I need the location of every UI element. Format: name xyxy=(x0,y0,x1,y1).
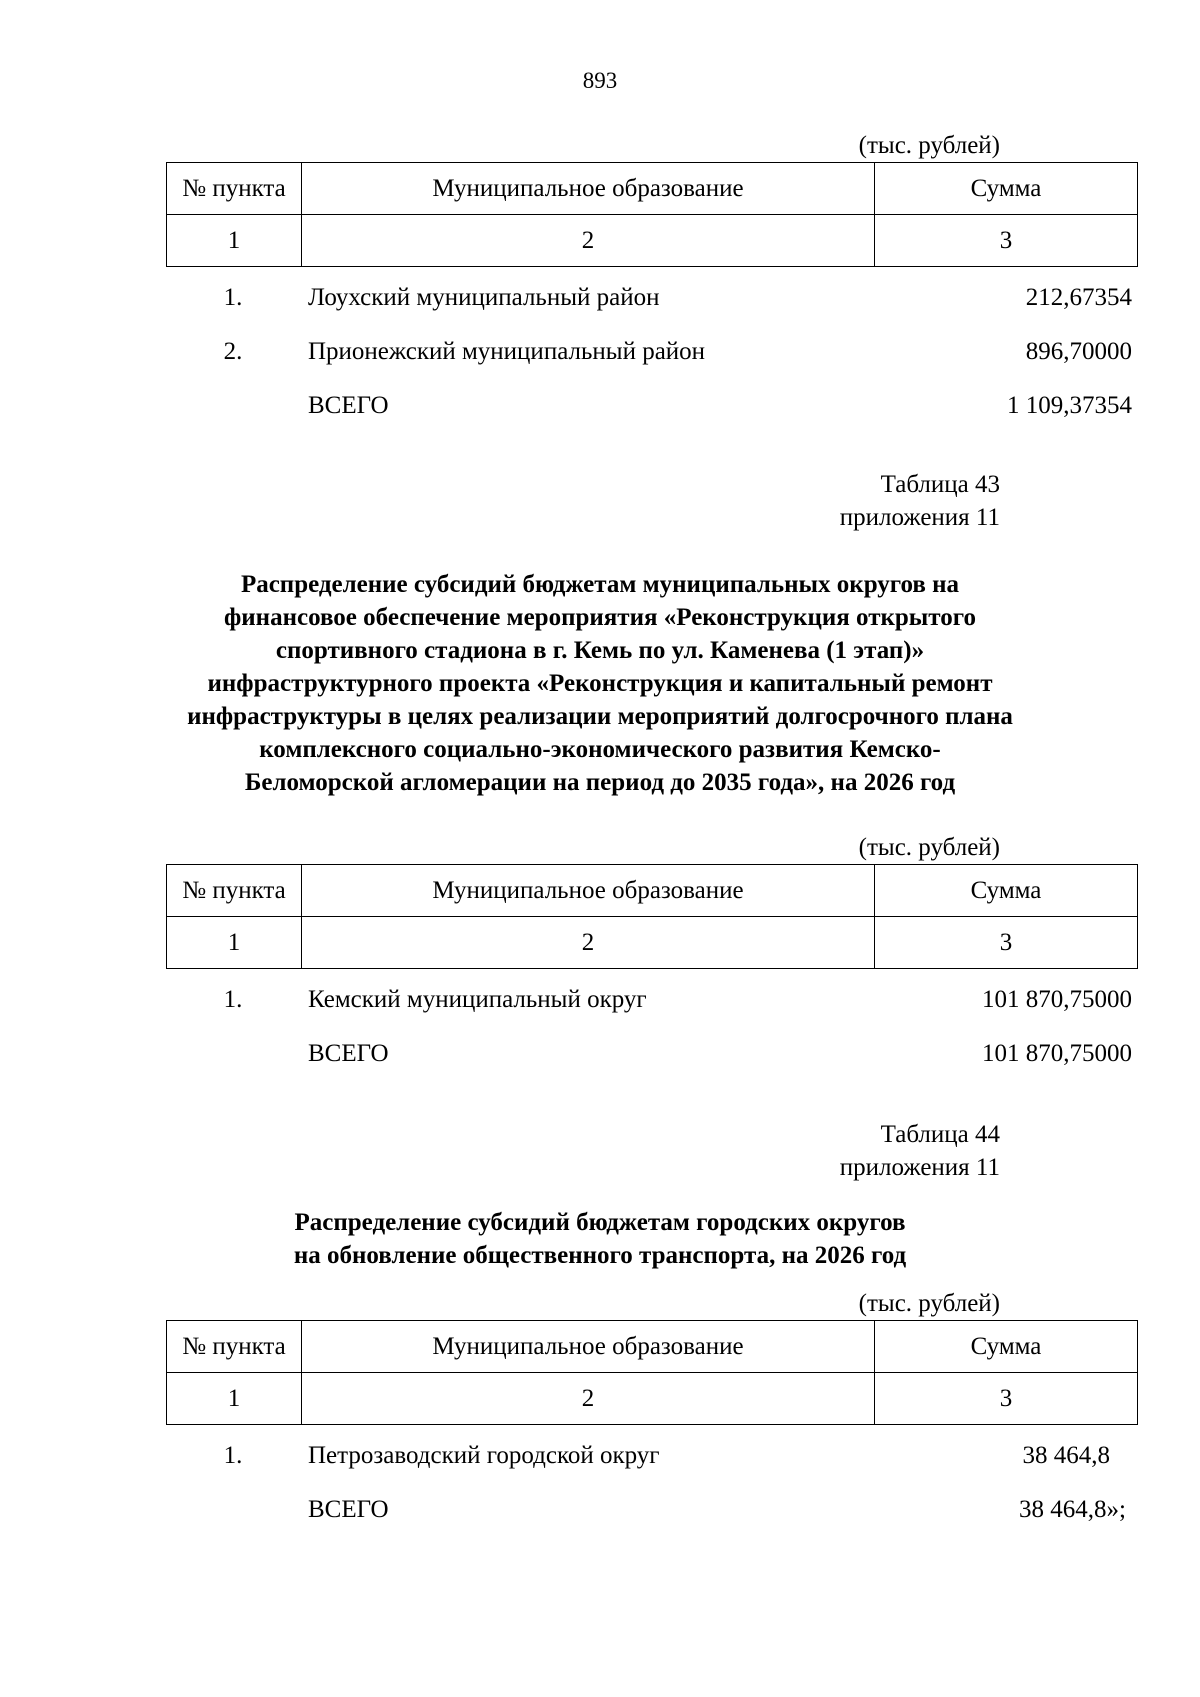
title-line: спортивного стадиона в г. Кемь по ул. Каменева (1 этап)» xyxy=(275,637,925,664)
header-index-1: 1 xyxy=(167,1373,302,1425)
header-num: № пункта xyxy=(167,1321,302,1373)
title-line: на обновление общественного транспорта, на 2026 год xyxy=(293,1242,907,1269)
total-label: ВСЕГО xyxy=(308,1496,389,1523)
unit-label: (тыс. рублей) xyxy=(858,834,1000,861)
header-index-2: 2 xyxy=(302,1373,875,1425)
row-sum: 101 870,75000 xyxy=(982,986,1132,1013)
table-row xyxy=(166,338,1132,378)
header-mo: Муниципальное образование xyxy=(302,865,875,917)
caption-line: Таблица 44 xyxy=(880,1121,1000,1148)
total-sum: 38 464,8»; xyxy=(1019,1496,1126,1523)
row-name: Кемский муниципальный округ xyxy=(308,986,647,1013)
row-name: Прионежский муниципальный район xyxy=(308,338,706,365)
row-name: Лоухский муниципальный район xyxy=(308,284,660,311)
unit-label: (тыс. рублей) xyxy=(858,132,1000,159)
header-index-2: 2 xyxy=(302,917,875,969)
table-title xyxy=(0,1206,1200,1272)
table-row xyxy=(166,986,1132,1026)
unit-label: (тыс. рублей) xyxy=(858,1290,1000,1317)
row-name: Петрозаводский городской округ xyxy=(308,1442,660,1469)
total-row xyxy=(166,1040,1132,1080)
table-caption xyxy=(840,468,1000,534)
title-line: Распределение субсидий бюджетам городских округов xyxy=(294,1209,906,1236)
header-index-1: 1 xyxy=(167,215,302,267)
table-row xyxy=(166,1442,1132,1482)
table-row xyxy=(166,284,1132,324)
total-row xyxy=(166,392,1132,432)
title-line: финансовое обеспечение мероприятия «Реконструкция открытого xyxy=(223,604,976,631)
caption-line: приложения 11 xyxy=(839,504,1000,531)
header-mo: Муниципальное образование xyxy=(302,163,875,215)
title-line: инфраструктуры в целях реализации мероприятий долгосрочного плана xyxy=(187,703,1013,730)
caption-line: Таблица 43 xyxy=(880,471,1000,498)
row-sum: 896,70000 xyxy=(1025,338,1132,365)
header-index-3: 3 xyxy=(875,215,1138,267)
title-line: инфраструктурного проекта «Реконструкция и капитальный ремонт xyxy=(207,670,993,697)
row-number: 2. xyxy=(223,338,243,365)
header-index-1: 1 xyxy=(167,917,302,969)
table-header xyxy=(166,864,1138,969)
row-number: 1. xyxy=(223,986,243,1013)
header-index-2: 2 xyxy=(302,215,875,267)
table-header xyxy=(166,162,1138,267)
total-sum: 1 109,37354 xyxy=(1007,392,1132,419)
row-number: 1. xyxy=(223,284,243,311)
header-sum: Сумма xyxy=(875,1321,1138,1373)
total-label: ВСЕГО xyxy=(308,1040,389,1067)
table-caption xyxy=(840,1118,1000,1184)
table-header xyxy=(166,1320,1138,1425)
header-sum: Сумма xyxy=(875,163,1138,215)
header-index-3: 3 xyxy=(875,1373,1138,1425)
header-sum: Сумма xyxy=(875,865,1138,917)
caption-line: приложения 11 xyxy=(839,1154,1000,1181)
total-label: ВСЕГО xyxy=(308,392,389,419)
total-sum: 101 870,75000 xyxy=(982,1040,1132,1067)
total-row xyxy=(166,1496,1132,1536)
row-sum: 212,67354 xyxy=(1025,284,1132,311)
title-line: комплексного социально-экономического развития Кемско- xyxy=(259,736,941,763)
title-line: Беломорской агломерации на период до 2035 года», на 2026 год xyxy=(244,769,956,796)
title-line: Распределение субсидий бюджетам муниципальных округов на xyxy=(240,571,960,598)
row-sum: 38 464,8 xyxy=(1022,1442,1110,1469)
row-number: 1. xyxy=(223,1442,243,1469)
header-index-3: 3 xyxy=(875,917,1138,969)
header-num: № пункта xyxy=(167,163,302,215)
table-title xyxy=(0,568,1200,799)
page-number: 893 xyxy=(582,68,618,93)
header-mo: Муниципальное образование xyxy=(302,1321,875,1373)
header-num: № пункта xyxy=(167,865,302,917)
